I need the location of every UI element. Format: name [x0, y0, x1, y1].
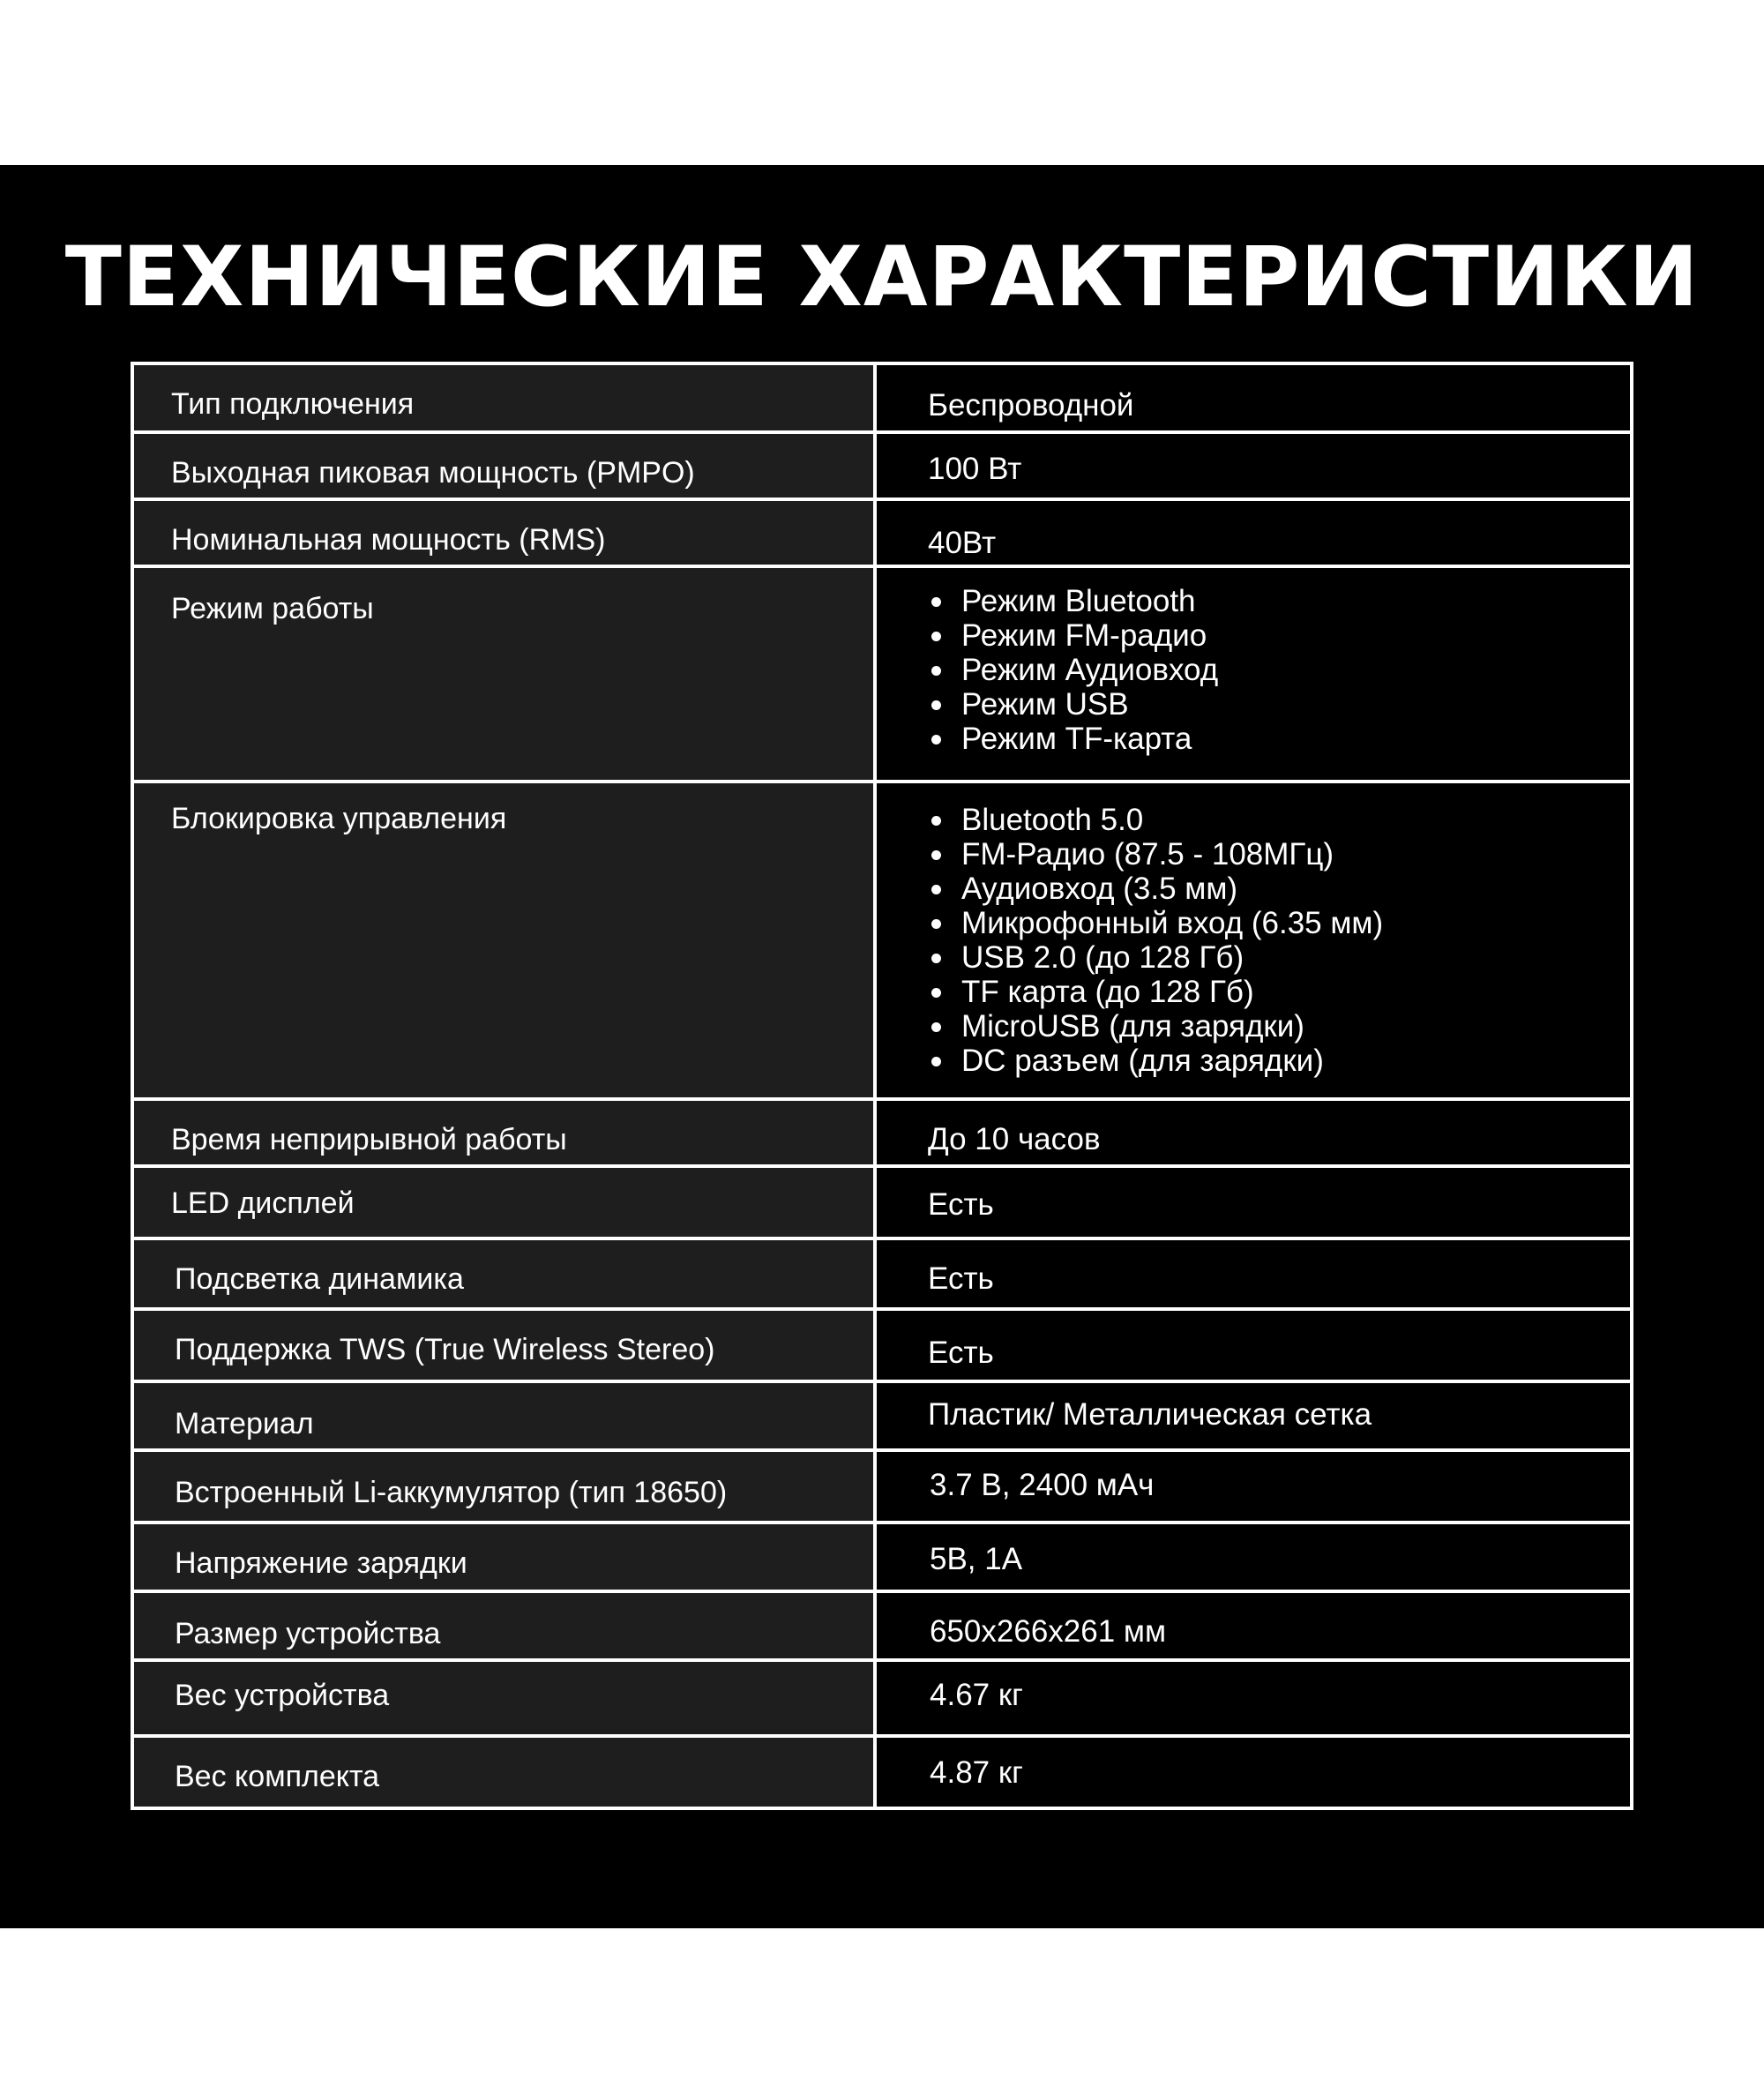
- spec-value: 3.7 В, 2400 мАч: [877, 1452, 1630, 1521]
- list-item: TF карта (до 128 Гб): [928, 975, 1630, 1009]
- list-item: Режим TF-карта: [928, 722, 1630, 756]
- spec-label: LED дисплей: [134, 1168, 877, 1237]
- spec-row-interfaces: [134, 783, 1630, 1101]
- spec-row-pmpo: [134, 434, 1630, 501]
- spec-label: Поддержка TWS (True Wireless Stereo): [134, 1311, 877, 1380]
- list-item: FM-Радио (87.5 - 108МГц): [928, 837, 1630, 872]
- list-item: DC разъем (для зарядки): [928, 1044, 1630, 1078]
- spec-label: Тип подключения: [134, 365, 877, 430]
- spec-label: Подсветка динамика: [134, 1240, 877, 1307]
- list-item: Аудиовход (3.5 мм): [928, 872, 1630, 906]
- list-item: Режим USB: [928, 687, 1630, 722]
- list-item: Режим Bluetooth: [928, 584, 1630, 618]
- spec-value: До 10 часов: [877, 1101, 1630, 1164]
- spec-label: Режим работы: [134, 568, 877, 780]
- spec-value: Есть: [877, 1311, 1630, 1380]
- spec-label: Напряжение зарядки: [134, 1524, 877, 1590]
- spec-table: [131, 362, 1633, 1810]
- spec-value: 100 Вт: [877, 434, 1630, 498]
- spec-row-backlight: [134, 1240, 1630, 1311]
- spec-row-display: [134, 1168, 1630, 1240]
- spec-label: Вес комплекта: [134, 1738, 877, 1807]
- spec-label: Время неприрывной работы: [134, 1101, 877, 1164]
- list-item: USB 2.0 (до 128 Гб): [928, 940, 1630, 975]
- list-item: Режим FM-радио: [928, 618, 1630, 653]
- spec-value: Есть: [877, 1240, 1630, 1307]
- spec-value: Есть: [877, 1168, 1630, 1237]
- spec-value: 650x266x261 мм: [877, 1593, 1630, 1658]
- spec-label: Номинальная мощность (RMS): [134, 501, 877, 565]
- spec-value: 4.67 кг: [877, 1662, 1630, 1734]
- spec-row-size: [134, 1593, 1630, 1662]
- spec-value-list: [877, 783, 1630, 1097]
- spec-value: 5В, 1А: [877, 1524, 1630, 1590]
- spec-row-material: [134, 1383, 1630, 1452]
- spec-row-runtime: [134, 1101, 1630, 1168]
- spec-row-modes: [134, 568, 1630, 783]
- spec-row-connection: [134, 365, 1630, 434]
- spec-row-device-weight: [134, 1662, 1630, 1738]
- page-title: ТЕХНИЧЕСКИЕ ХАРАКТЕРИСТИКИ: [64, 229, 1700, 325]
- modes-list: [928, 584, 1630, 756]
- spec-value: Беспроводной: [877, 365, 1630, 430]
- spec-value: 4.87 кг: [877, 1738, 1630, 1807]
- spec-row-charging-voltage: [134, 1524, 1630, 1593]
- list-item: MicroUSB (для зарядки): [928, 1009, 1630, 1044]
- spec-row-kit-weight: [134, 1738, 1630, 1810]
- spec-label: Блокировка управления: [134, 783, 877, 1097]
- list-item: Режим Аудиовход: [928, 653, 1630, 687]
- spec-label: Встроенный Li-аккумулятор (тип 18650): [134, 1452, 877, 1521]
- spec-label: Материал: [134, 1383, 877, 1448]
- interfaces-list: [928, 803, 1630, 1078]
- spec-row-tws: [134, 1311, 1630, 1383]
- list-item: Bluetooth 5.0: [928, 803, 1630, 837]
- spec-row-battery: [134, 1452, 1630, 1524]
- spec-label: Вес устройства: [134, 1662, 877, 1734]
- spec-value: 40Вт: [877, 501, 1630, 565]
- spec-row-rms: [134, 501, 1630, 568]
- spec-label: Выходная пиковая мощность (PMPO): [134, 434, 877, 498]
- list-item: Микрофонный вход (6.35 мм): [928, 906, 1630, 940]
- spec-value: Пластик/ Металлическая сетка: [877, 1383, 1630, 1448]
- spec-value-list: [877, 568, 1630, 780]
- spec-label: Размер устройства: [134, 1593, 877, 1658]
